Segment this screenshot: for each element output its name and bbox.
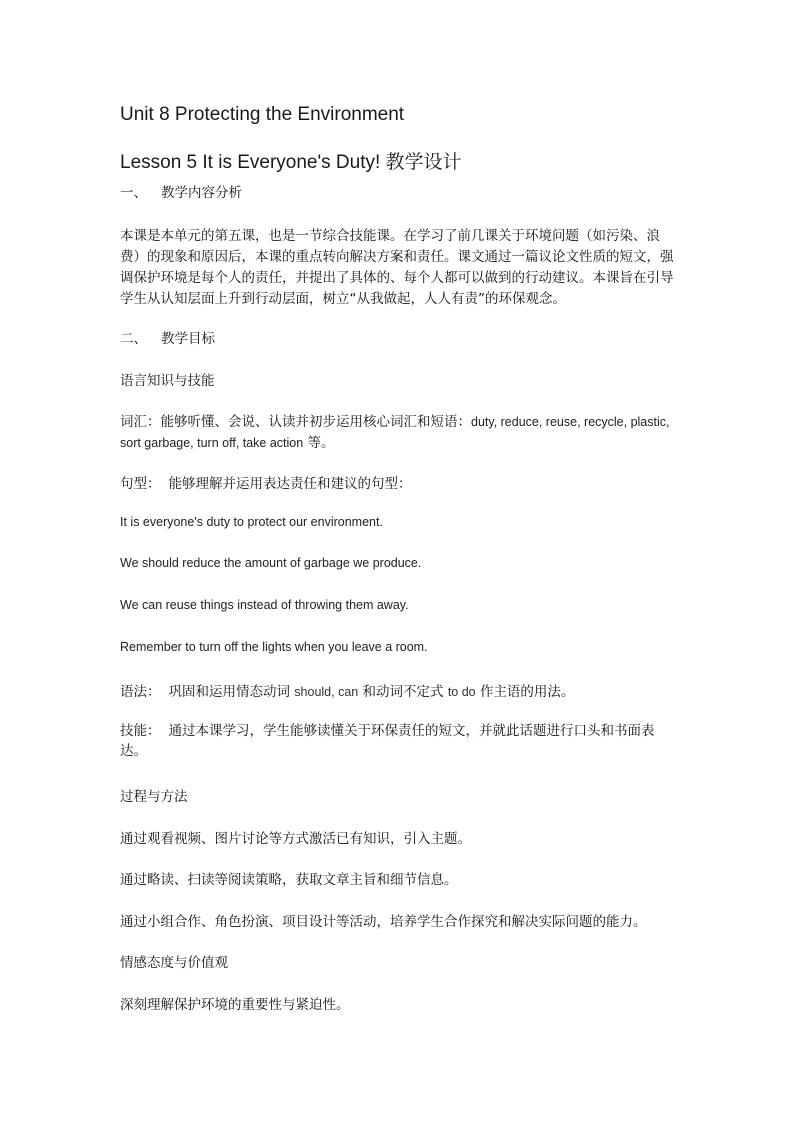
grammar-part-1: 巩固和运用情态动词 [168,684,290,700]
grammar-infinitive: to do [447,685,476,699]
document-title-lesson: Lesson 5 It is Everyone's Duty! 教学设计 [120,152,462,173]
skills-text: 通过本课学习，学生能够读懂关于环保责任的短文，并就此话题进行口头和书面表达。 [120,723,655,759]
values-item-1: 深刻理解保护环境的重要性与紧迫性。 [120,997,350,1013]
sentence-pattern-text: 能够理解并运用表达责任和建议的句型： [168,476,412,492]
sentence-example-1: It is everyone's duty to protect our environment. [120,515,383,529]
grammar-part-2: 和动词不定式 [362,684,444,700]
grammar-label: 语法： [120,684,161,700]
vocabulary-end: 等。 [303,435,335,451]
vocabulary-words: duty, reduce, reuse, recycle, plastic, [471,415,670,429]
grammar-line [120,680,574,700]
subsection-language-skills: 语言知识与技能 [120,373,215,389]
process-item-1: 通过观看视频、图片讨论等方式激活已有知识，引入主题。 [120,831,471,847]
subsection-emotion-values: 情感态度与价值观 [120,955,228,971]
sentence-example-3: We can reuse things instead of throwing them away. [120,598,409,612]
vocabulary-words-cont: sort garbage, turn off, take action [120,436,304,450]
process-item-2: 通过略读、扫读等阅读策略，获取文章主旨和细节信息。 [120,872,458,888]
section-1-number: 一、 [120,185,147,201]
section-1-paragraph: 本课是本单元的第五课，也是一节综合技能课。在学习了前几课关于环境问题（如污染、浪费）的现象和原因后，本课的重点转向解决方案和责任。课文通过一篇议论文性质的短文，强调保护环境是每个人的责任，并提出了具体的、每个人都可以做到的行动建议。本课旨在引导学生从认知层面上升到行动层面，树立“从我做起，人人有责”的环保观念。 [120,228,674,307]
vocabulary-description: 能够听懂、会说、认读并初步运用核心词汇和短语： [160,414,471,430]
grammar-part-3: 作主语的用法。 [479,684,575,700]
section-2-title: 教学目标 [161,331,215,347]
sentence-example-4: Remember to turn off the lights when you leave a room. [120,640,428,654]
sentence-example-2: We should reduce the amount of garbage we produce. [120,556,422,570]
subsection-process-method: 过程与方法 [120,789,188,805]
section-1-heading [120,181,242,201]
document-title-unit: Unit 8 Protecting the Environment [120,104,405,125]
sentence-pattern-line [120,472,412,492]
process-item-3: 通过小组合作、角色扮演、项目设计等活动，培养学生合作探究和解决实际问题的能力。 [120,914,647,930]
section-1-title: 教学内容分析 [161,185,242,201]
section-2-number: 二、 [120,331,147,347]
vocabulary-line-2 [120,431,335,451]
section-2-heading [120,327,215,347]
vocabulary-label: 词汇： [120,414,161,430]
skills-label: 技能： [120,723,161,739]
sentence-pattern-label: 句型： [120,476,161,492]
skills-paragraph [120,721,680,761]
vocabulary-line-1 [120,410,669,430]
grammar-modals: should, can [294,685,359,699]
